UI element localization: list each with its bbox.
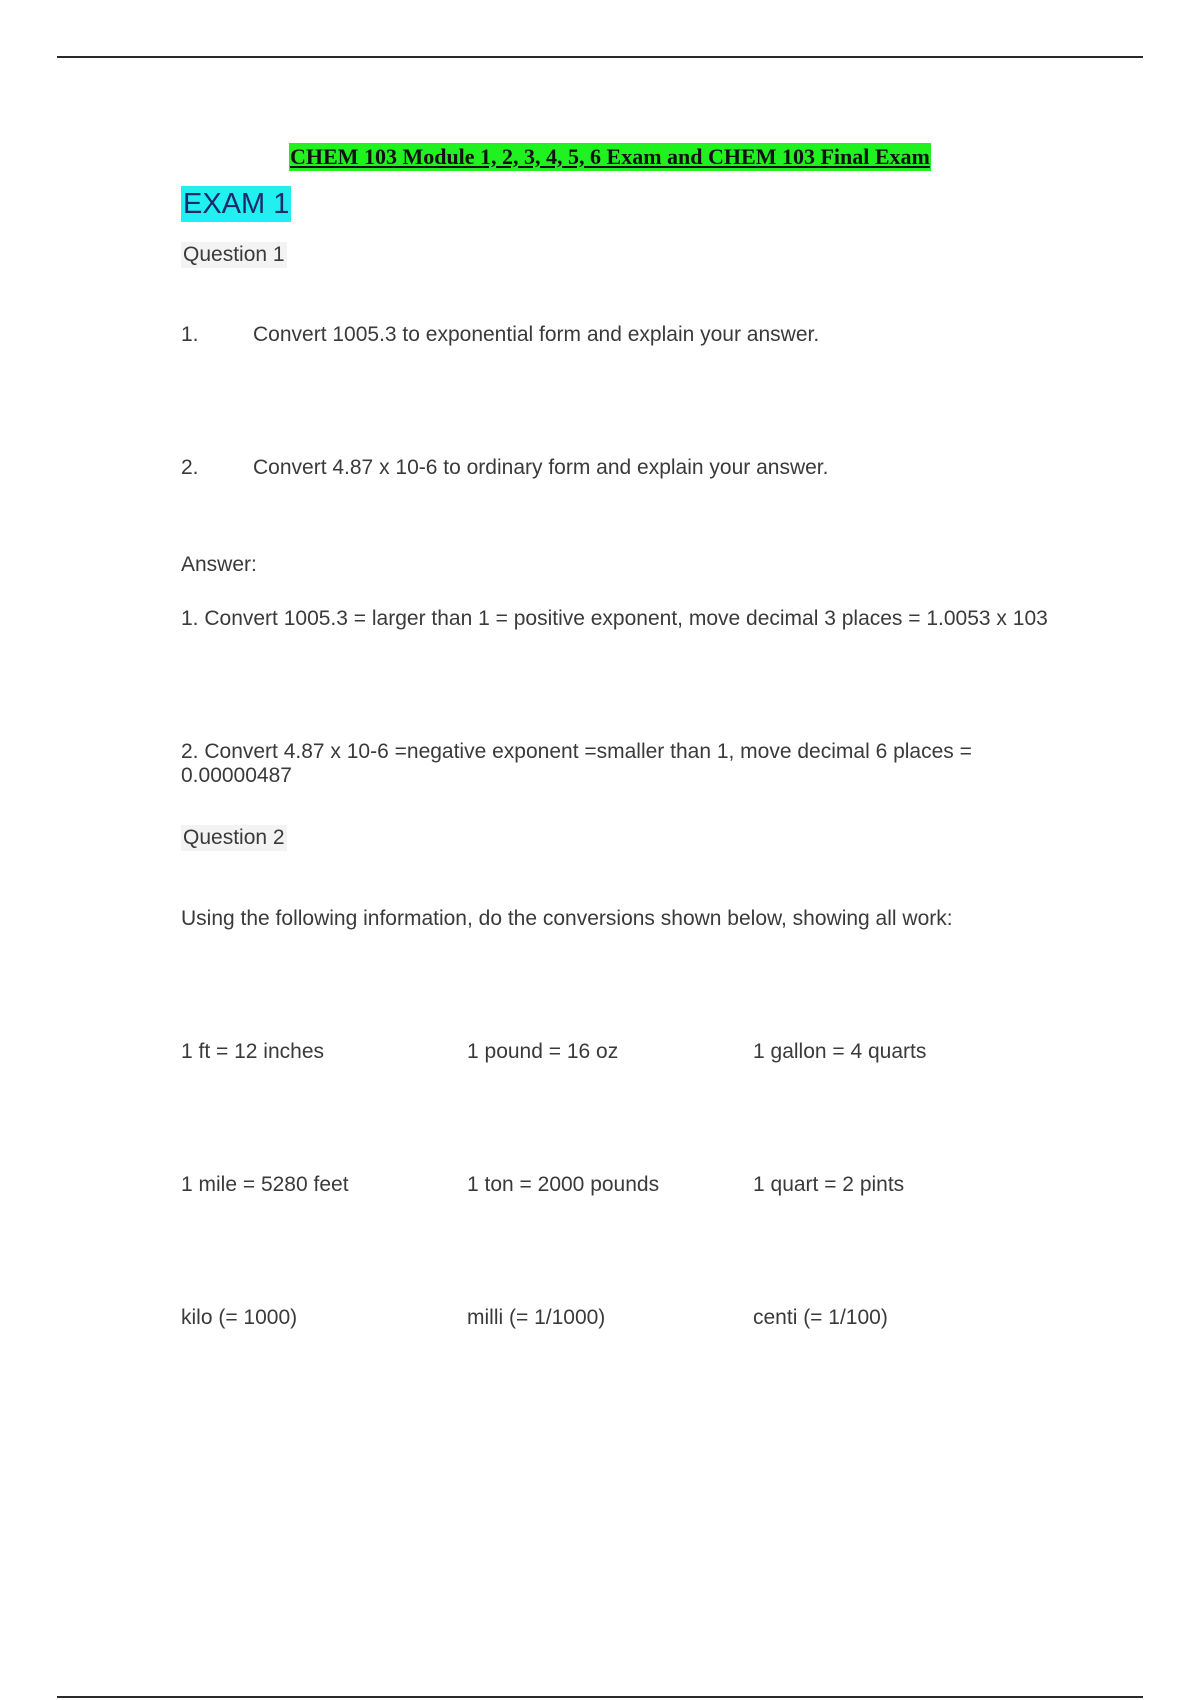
conversion-quart-pints: 1 quart = 2 pints bbox=[753, 1173, 905, 1196]
prefix-kilo: kilo (= 1000) bbox=[181, 1306, 298, 1329]
q2-instructions: Using the following information, do the conversions shown below, showing all work: bbox=[181, 907, 953, 930]
top-rule bbox=[57, 56, 1143, 58]
bottom-rule bbox=[57, 1696, 1143, 1698]
conversion-gallon-quarts: 1 gallon = 4 quarts bbox=[753, 1040, 927, 1063]
question-1-label: Question 1 bbox=[183, 243, 285, 266]
question-2-label: Question 2 bbox=[183, 826, 285, 849]
q1-item-1-text: Convert 1005.3 to exponential form and explain your answer. bbox=[253, 323, 820, 346]
answer-label: Answer: bbox=[181, 553, 257, 576]
conversion-pound-oz: 1 pound = 16 oz bbox=[467, 1040, 619, 1063]
answer-2: 2. Convert 4.87 x 10-6 =negative exponent =smaller than 1, move decimal 6 places = 0.00000487 bbox=[181, 740, 972, 787]
prefix-centi: centi (= 1/100) bbox=[753, 1306, 888, 1329]
exam-heading: EXAM 1 bbox=[183, 188, 290, 220]
q1-item-2-number: 2. bbox=[181, 456, 199, 479]
conversion-mile-feet: 1 mile = 5280 feet bbox=[181, 1173, 349, 1196]
conversion-ft-inches: 1 ft = 12 inches bbox=[181, 1040, 325, 1063]
q1-item-1-number: 1. bbox=[181, 323, 199, 346]
answer-1: 1. Convert 1005.3 = larger than 1 = positive exponent, move decimal 3 places = 1.0053 x 103 bbox=[181, 607, 1048, 630]
document-title: CHEM 103 Module 1, 2, 3, 4, 5, 6 Exam and CHEM 103 Final Exam bbox=[290, 144, 930, 169]
conversion-ton-pounds: 1 ton = 2000 pounds bbox=[467, 1173, 660, 1196]
q1-item-2-text: Convert 4.87 x 10-6 to ordinary form and explain your answer. bbox=[253, 456, 829, 479]
prefix-milli: milli (= 1/1000) bbox=[467, 1306, 606, 1329]
